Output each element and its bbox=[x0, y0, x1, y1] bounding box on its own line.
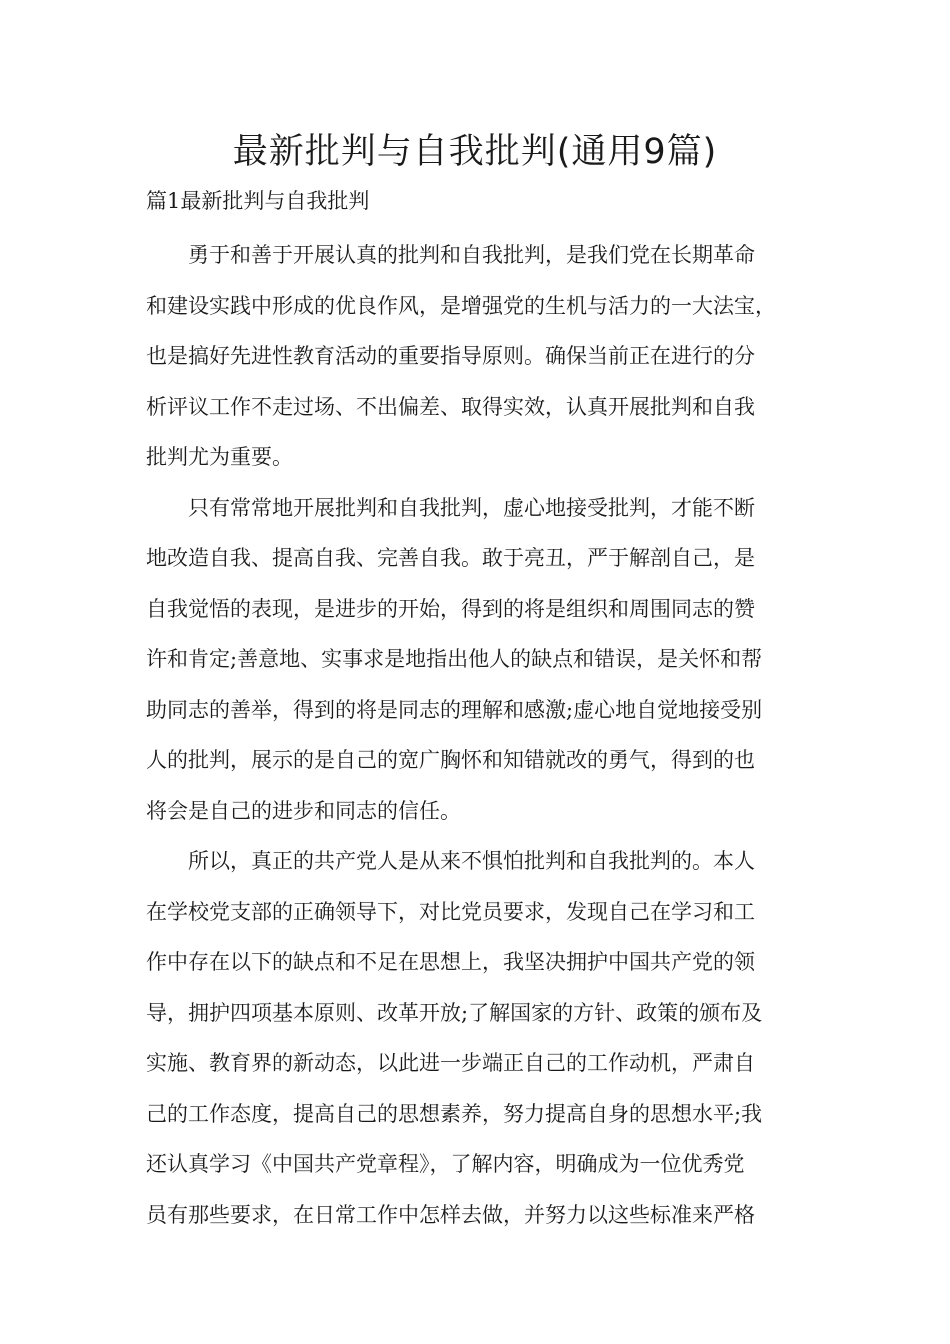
text-line: 将会是自己的进步和同志的信任。 bbox=[146, 798, 461, 823]
text-line: 勇于和善于开展认真的批判和自我批判，是我们党在长期革命 bbox=[188, 243, 755, 267]
text-line: 员有那些要求，在日常工作中怎样去做，并努力以这些标准来严格 bbox=[146, 1202, 755, 1227]
paragraph-2 bbox=[146, 483, 806, 837]
text-line: 导，拥护四项基本原则、改革开放;了解国家的方针、政策的颁布及 bbox=[146, 1000, 763, 1025]
text-line: 助同志的善举，得到的将是同志的理解和感激;虚心地自觉地接受别 bbox=[146, 697, 763, 722]
text-line: 所以，真正的共产党人是从来不惧怕批判和自我批判的。本人 bbox=[188, 849, 755, 873]
text-line: 许和肯定;善意地、实事求是地指出他人的缺点和错误，是关怀和帮 bbox=[146, 647, 763, 671]
text-line: 己的工作态度，提高自己的思想素养，努力提高自身的思想水平;我 bbox=[146, 1101, 763, 1126]
text-line: 只有常常地开展批判和自我批判，虚心地接受批判，才能不断 bbox=[188, 495, 755, 520]
document-body bbox=[146, 230, 806, 1240]
text-line: 批判尤为重要。 bbox=[146, 445, 293, 469]
text-line: 作中存在以下的缺点和不足在思想上，我坚决拥护中国共产党的领 bbox=[146, 950, 755, 974]
text-line: 在学校党支部的正确领导下，对比党员要求，发现自己在学习和工 bbox=[146, 899, 755, 924]
text-line: 也是搞好先进性教育活动的重要指导原则。确保当前正在进行的分 bbox=[146, 344, 755, 368]
text-line: 析评议工作不走过场、不出偏差、取得实效，认真开展批判和自我 bbox=[146, 394, 755, 419]
section-heading: 篇1最新批判与自我批判 bbox=[146, 189, 370, 213]
text-line: 还认真学习《中国共产党章程》，了解内容，明确成为一位优秀党 bbox=[146, 1152, 745, 1176]
document-title: 最新批判与自我批判(通用9篇) bbox=[232, 132, 718, 172]
text-line: 人的批判，展示的是自己的宽广胸怀和知错就改的勇气，得到的也 bbox=[146, 748, 755, 772]
text-line: 和建设实践中形成的优良作风，是增强党的生机与活力的一大法宝， bbox=[146, 293, 776, 318]
text-line: 实施、教育界的新动态，以此进一步端正自己的工作动机，严肃自 bbox=[146, 1051, 755, 1075]
paragraph-3 bbox=[146, 836, 806, 1240]
text-line: 地改造自我、提高自我、完善自我。敢于亮丑，严于解剖自己，是 bbox=[146, 546, 755, 570]
text-line: 自我觉悟的表现，是进步的开始，得到的将是组织和周围同志的赞 bbox=[146, 596, 755, 621]
paragraph-1 bbox=[146, 230, 806, 483]
